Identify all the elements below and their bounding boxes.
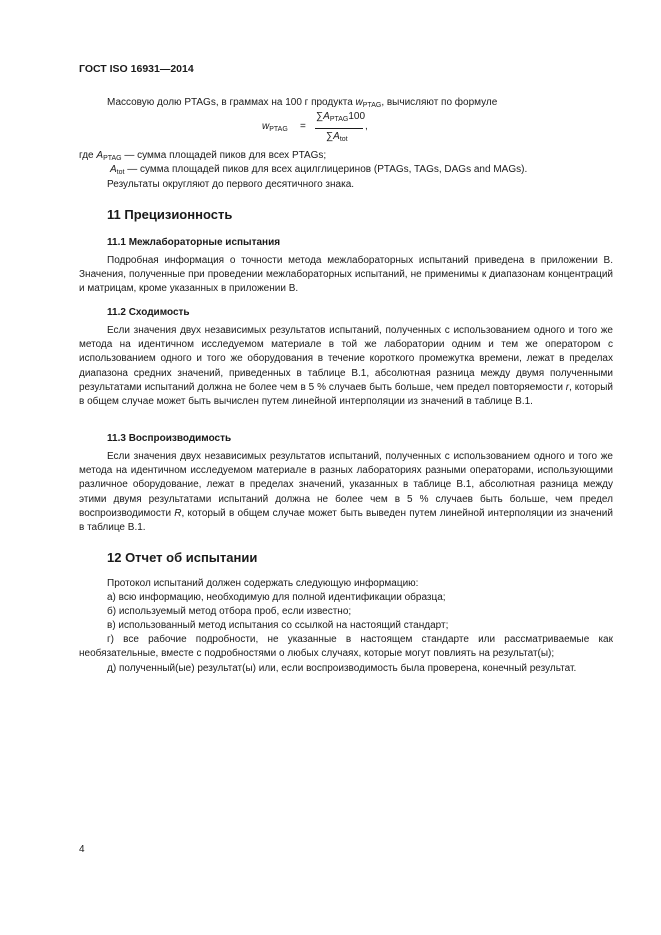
report-item-d: г) все рабочие подробности, не указанные в настоящем стандарте или рассматриваемые как необязательные, вместе с подробностями о любых случаях, которые могут повлиять на результат(ы);: [79, 634, 613, 660]
formula-lhs: $w_{PTAG}$: [262, 121, 288, 133]
report-item-c: в) использованный метод испытания со ссылкой на настоящий стандарт;: [107, 620, 449, 631]
rounding-note: Результаты округляют до первого десятичного знака.: [107, 179, 355, 190]
section-11-2-text: Если значения двух независимых результатов испытаний, полученных с использованием одного и того же метода на идентичном исследуемом материале в той же лаборатории одним и тем же оператором с использованием одного и того же оборудования в течение короткого промежутка времени, лежат в пределах диапазона средних значений, приведенных в таблице В.1, абсолютная разница между двумя полученными результатами испытаний должна не более чем в 5 % случаев быть больше, чем предел повторяемости r, который в общем случае может быть вычислен путем линейной интерполяции из значений в таблице В.1.: [79, 325, 613, 408]
fraction-bar: [315, 128, 363, 129]
section-11-1-text: Подробная информация о точности метода межлабораторных испытаний приведена в приложении В. Значения, полученные при проведении межлабораторных испытаний, не применимы к диапазонам концентраций и матрицам, кроме указанных в приложении В.: [79, 255, 613, 295]
formula-denominator: $\sum A_{tot}$: [326, 131, 348, 143]
section-12-title: 12 Отчет об испытании: [107, 550, 258, 565]
page-number: 4: [79, 844, 85, 855]
formula-numerator: $\sum A_{PTAG}100$: [316, 111, 366, 123]
where-line-2: $A_{tot}$ — сумма площадей пиков для всех ацилглицеринов (PTAGs, TAGs, DAGs and MAGs).: [110, 164, 528, 176]
report-item-a: а) всю информацию, необходимую для полной идентификации образца;: [107, 592, 446, 603]
formula-equals: =: [300, 121, 306, 132]
section-11-title: 11 Прецизионность: [107, 207, 233, 222]
where-line-1: где $A_{PTAG}$ — сумма площадей пиков для всех PTAGs;: [79, 150, 327, 162]
section-11-3-title: 11.3 Воспроизводимость: [107, 433, 232, 444]
report-item-b: б) используемый метод отбора проб, если известно;: [107, 606, 352, 617]
section-11-1-title: 11.1 Межлабораторные испытания: [107, 237, 281, 248]
formula-comma: ,: [365, 121, 368, 132]
formula: [262, 110, 412, 146]
section-11-3-text: Если значения двух независимых результатов испытаний, полученных с использованием одного и того же метода на идентичном исследуемом материале в разных лабораториях разными операторами, использующими различное оборудование, лежат в пределах значений, указанных в таблице В.1, абсолютная разница между этими двумя результатами испытаний должна не более чем в 5 % случаев быть больше, чем предел воспроизводимости R, который в общем случае может быть выведен путем линейной интерполяции из значений в таблице В.1.: [79, 451, 613, 534]
report-intro: Протокол испытаний должен содержать следующую информацию:: [107, 578, 419, 589]
report-item-e: д) полученный(ые) результат(ы) или, если воспроизводимость была проверена, конечный результат.: [107, 663, 577, 674]
section-11-2-title: 11.2 Сходимость: [107, 307, 190, 318]
document-header: ГОСТ ISO 16931—2014: [79, 63, 194, 75]
intro-paragraph: Массовую долю PTAGs, в граммах на 100 г продукта $w_{PTAG}$, вычисляют по формуле: [107, 97, 498, 109]
